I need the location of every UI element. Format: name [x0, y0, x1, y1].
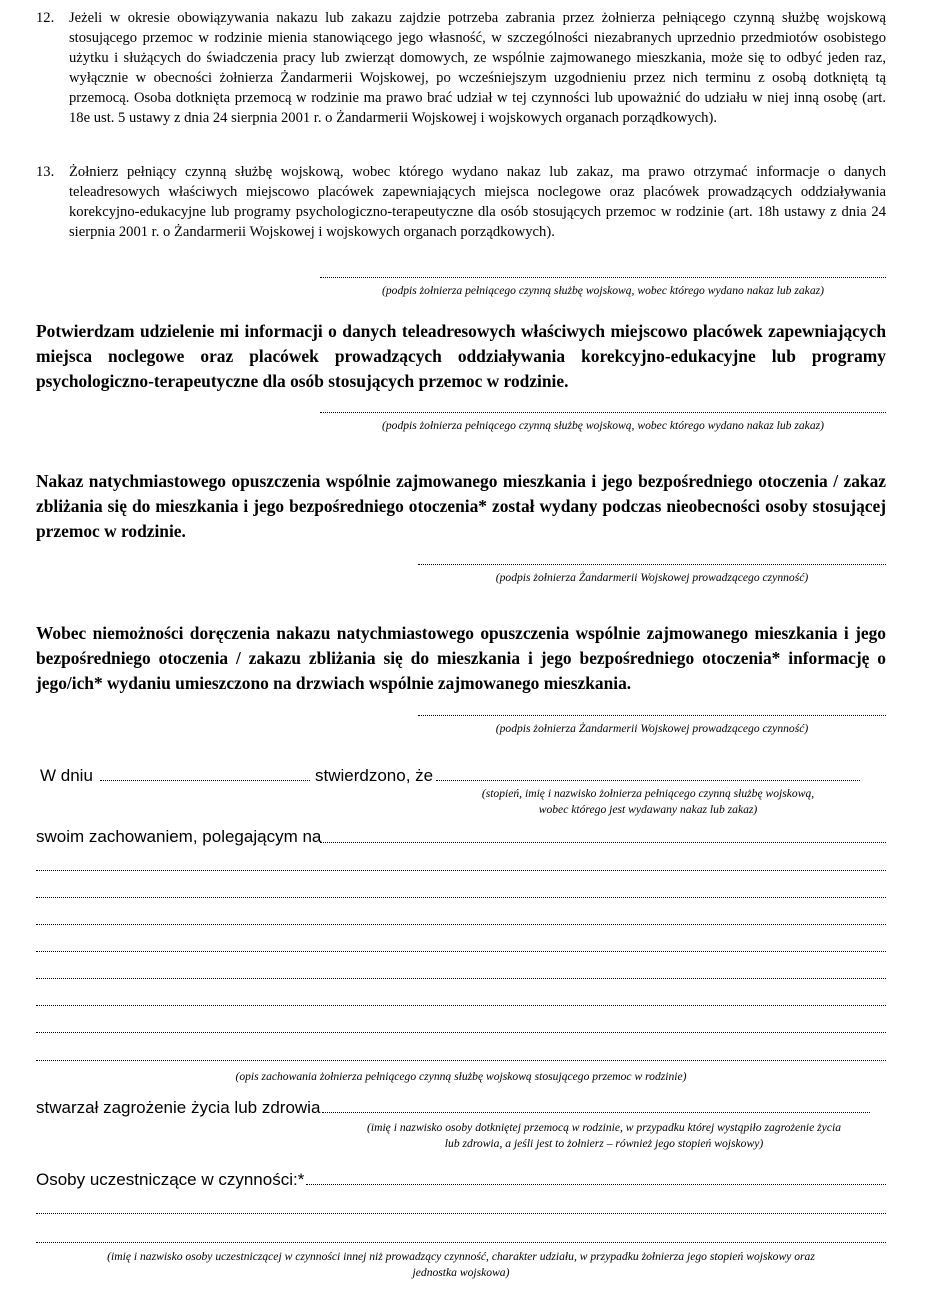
soldier-name-caption: (stopień, imię i nazwisko żołnierza pełniącego czynną służbę wojskową, wobec którego jest wydawany nakaz lub zakaz): [481, 787, 815, 816]
behavior-line[interactable]: [36, 870, 886, 871]
behavior-line[interactable]: [36, 924, 886, 925]
osoby-label: Osoby uczestniczące w czynności:*: [36, 1170, 305, 1189]
clause-text: Żołnierz pełniący czynną służbę wojskową, wobec którego wydano nakaz lub zakaz, ma prawo otrzymać informacje o danych teleadresowych właściwych miejscowo placówek zapewniających miejsca noclegowe oraz placówek prowadzących oddziaływania korekcyjno-edukacyjne lub programy psychologiczno-terapeutyczne dla osób stosujących przemoc w rodzinie (art. 18h ustawy z dnia 24 sierpnia 2001 r. o Żandarmerii Wojskowej i wojskowych organach porządkowych).: [69, 164, 886, 240]
victim-field[interactable]: [322, 1112, 870, 1113]
zachowanie-label: swoim zachowaniem, polegającym na: [36, 827, 322, 846]
soldier-name-field[interactable]: [436, 780, 860, 781]
behavior-line[interactable]: [36, 978, 886, 979]
signature-line[interactable]: [320, 412, 886, 413]
signature-line[interactable]: [418, 564, 886, 565]
delivery-statement: Wobec niemożności doręczenia nakazu natychmiastowego opuszczenia wspólnie zajmowanego mieszkania i jego bezpośredniego otoczenia / zakazu zbliżania się do mieszkania i jego bezpośredniego otoczenia* informację o jego/ich* wydaniu umieszczono na drzwiach wspólnie zajmowanego mieszkania.: [36, 623, 886, 693]
signature-line[interactable]: [418, 715, 886, 716]
behavior-caption: (opis zachowania żołnierza pełniącego czynną służbę wojskową stosującego przemoc w rodzinie): [235, 1070, 687, 1083]
behavior-line[interactable]: [36, 951, 886, 952]
behavior-line[interactable]: [36, 1032, 886, 1033]
victim-caption: (imię i nazwisko osoby dotkniętej przemocą w rodzinie, w przypadku której wystąpiło zagrożenie życia lub zdrowia, a jeśli jest to żołnierz – również jego stopień wojskowy): [367, 1121, 841, 1150]
behavior-field[interactable]: [320, 842, 886, 843]
behavior-line[interactable]: [36, 897, 886, 898]
stwierdzono-label: stwierdzono, że: [315, 766, 434, 785]
clause-number: 12.: [36, 10, 55, 26]
w-dniu-label: W dniu: [40, 766, 93, 785]
signature-line[interactable]: [320, 277, 886, 278]
participants-field[interactable]: [306, 1184, 886, 1185]
clause-12: [36, 8, 886, 143]
clause-13: [36, 162, 886, 262]
absence-statement: Nakaz natychmiastowego opuszczenia wspólnie zajmowanego mieszkania i jego bezpośredniego otoczenia / zakaz zbliżania się do mieszkania i jego bezpośredniego otoczenia* został wydany podczas nieobecności osoby stosującej przemoc w rodzinie.: [36, 471, 886, 541]
signature-caption: (podpis żołnierza Żandarmerii Wojskowej prowadzącego czynność): [495, 571, 809, 584]
zagrozenie-label: stwarzał zagrożenie życia lub zdrowia: [36, 1098, 321, 1117]
signature-caption: (podpis żołnierza pełniącego czynną służbę wojskową, wobec którego wydano nakaz lub zakaz): [381, 419, 824, 432]
behavior-line[interactable]: [36, 1005, 886, 1006]
participants-caption: (imię i nazwisko osoby uczestniczącej w czynności innej niż prowadzący czynność, charakter udziału, w przypadku żołnierza jego stopień wojskowy oraz jednostka wojskowa): [107, 1250, 815, 1279]
signature-caption: (podpis żołnierza pełniącego czynną służbę wojskową, wobec którego wydano nakaz lub zakaz): [381, 284, 824, 297]
signature-caption: (podpis żołnierza Żandarmerii Wojskowej prowadzącego czynność): [495, 722, 809, 735]
date-field[interactable]: [100, 780, 310, 781]
behavior-line[interactable]: [36, 1060, 886, 1061]
participants-line[interactable]: [36, 1242, 886, 1243]
clause-text: Jeżeli w okresie obowiązywania nakazu lub zakazu zajdzie potrzeba zabrania przez żołnierza pełniącego czynną służbę wojskową stosującego przemoc w rodzinie mienia stanowiącego jego własność, w szczególności niezabranych uprzednio przedmiotów osobistego użytku i służących do świadczenia pracy lub zwierząt domowych, ze wspólnie zajmowanego mieszkania, może się to odbyć jeden raz, wyłącznie w obecności żołnierza Żandarmerii Wojskowej, po wcześniejszym uzgodnieniu przez nich terminu z osobą dotkniętą tą przemocą. Osoba dotknięta przemocą w rodzinie ma prawo brać udział w tej czynności lub upoważnić do udziału w niej inną osobę (art. 18e ust. 5 ustawy z dnia 24 sierpnia 2001 r. o Żandarmerii Wojskowej i wojskowych organach porządkowych).: [69, 10, 886, 126]
confirmation-statement: Potwierdzam udzielenie mi informacji o danych teleadresowych właściwych miejscowo placówek zapewniających miejsca noclegowe oraz placówek prowadzących oddziaływania korekcyjno-edukacyjne lub programy psychologiczno-terapeutyczne dla osób stosujących przemoc w rodzinie.: [36, 321, 886, 391]
clause-number: 13.: [36, 164, 55, 180]
participants-line[interactable]: [36, 1213, 886, 1214]
